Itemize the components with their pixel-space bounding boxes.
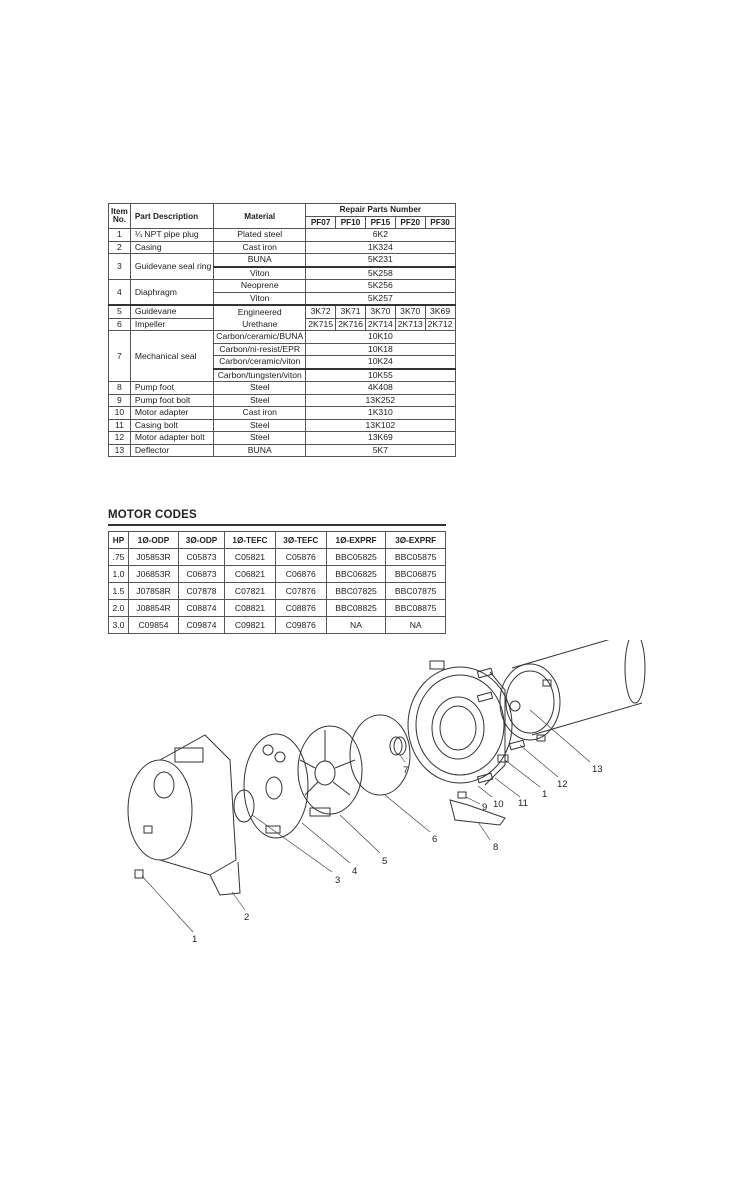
cell: BBC07875 bbox=[386, 583, 446, 600]
material: Urethane bbox=[214, 318, 306, 331]
callout-4: 4 bbox=[352, 866, 358, 877]
motor-adapter-drawing bbox=[408, 661, 512, 785]
callout-12: 12 bbox=[557, 779, 568, 790]
material: Viton bbox=[214, 267, 306, 280]
motor-drawing bbox=[500, 640, 645, 741]
cell: C07878 bbox=[179, 583, 225, 600]
motor-codes-title: MOTOR CODES bbox=[108, 509, 197, 521]
callout-6: 6 bbox=[432, 834, 438, 845]
part-description: Pump foot bolt bbox=[130, 394, 213, 407]
material: Steel bbox=[214, 432, 306, 445]
material: Steel bbox=[214, 394, 306, 407]
part-number: 2K715 bbox=[306, 318, 336, 331]
cell: BBC05825 bbox=[326, 549, 386, 566]
callout-2: 2 bbox=[244, 912, 250, 923]
cell: C08876 bbox=[275, 600, 326, 617]
header-item-no: Item No. bbox=[109, 204, 131, 229]
part-number: 2K713 bbox=[395, 318, 425, 331]
callout-3: 3 bbox=[335, 875, 341, 886]
material: Carbon/ceramic/viton bbox=[214, 356, 306, 369]
part-description: Diaphragm bbox=[130, 280, 213, 306]
part-description: Deflector bbox=[130, 444, 213, 457]
header-cell: 3Ø-ODP bbox=[179, 532, 225, 549]
callout-7: 7 bbox=[403, 765, 409, 776]
part-number: 10K24 bbox=[306, 356, 455, 369]
material: Carbon/tungsten/viton bbox=[214, 369, 306, 382]
table-row bbox=[109, 305, 456, 318]
part-description: Motor adapter bbox=[130, 407, 213, 420]
part-number: 1K310 bbox=[306, 407, 455, 420]
cell: BBC05875 bbox=[386, 549, 446, 566]
header-repair-parts-number: Repair Parts Number bbox=[306, 204, 455, 217]
table-row bbox=[109, 331, 456, 344]
item-no: 13 bbox=[109, 444, 131, 457]
table-row bbox=[109, 419, 456, 432]
part-number: 10K10 bbox=[306, 331, 455, 344]
material: Neoprene bbox=[214, 280, 306, 293]
cell: BBC06875 bbox=[386, 566, 446, 583]
table-row bbox=[109, 280, 456, 293]
material: Cast iron bbox=[214, 241, 306, 254]
part-number: 3K72 bbox=[306, 305, 336, 318]
table-row bbox=[109, 229, 456, 242]
callout-11: 11 bbox=[518, 798, 528, 809]
part-description: Pump foot bbox=[130, 382, 213, 395]
table-row bbox=[109, 583, 446, 600]
table-row bbox=[109, 566, 446, 583]
table-row bbox=[109, 382, 456, 395]
part-description: Casing bolt bbox=[130, 419, 213, 432]
part-number: 13K102 bbox=[306, 419, 455, 432]
part-number: 13K69 bbox=[306, 432, 455, 445]
item-no: 12 bbox=[109, 432, 131, 445]
cell: J05853R bbox=[128, 549, 178, 566]
divider bbox=[108, 524, 446, 526]
header-cell: HP bbox=[109, 532, 129, 549]
part-number: 10K55 bbox=[306, 369, 455, 382]
cell: BBC06825 bbox=[326, 566, 386, 583]
table-row bbox=[109, 549, 446, 566]
material: Viton bbox=[214, 292, 306, 305]
item-no: 5 bbox=[109, 305, 131, 318]
part-number: 5K256 bbox=[306, 280, 455, 293]
material: Plated steel bbox=[214, 229, 306, 242]
header-model: PF07 bbox=[306, 216, 336, 229]
cell: C06821 bbox=[225, 566, 276, 583]
header-part-description: Part Description bbox=[130, 204, 213, 229]
cell: 1.0 bbox=[109, 566, 129, 583]
header-model: PF30 bbox=[425, 216, 455, 229]
diaphragm-drawing bbox=[244, 734, 308, 838]
part-description: ¼ NPT pipe plug bbox=[130, 229, 213, 242]
material: Cast iron bbox=[214, 407, 306, 420]
callout-13: 13 bbox=[592, 764, 603, 775]
part-number: 5K231 bbox=[306, 254, 455, 267]
cell: C05873 bbox=[179, 549, 225, 566]
motor-codes-table bbox=[108, 531, 446, 634]
material: Carbon/ceramic/BUNA bbox=[214, 331, 306, 344]
header-material: Material bbox=[214, 204, 306, 229]
cell: C09876 bbox=[275, 617, 326, 634]
item-no: 1 bbox=[109, 229, 131, 242]
header-cell: 1Ø-TEFC bbox=[225, 532, 276, 549]
cell: C06873 bbox=[179, 566, 225, 583]
cell: C08821 bbox=[225, 600, 276, 617]
table-row bbox=[109, 254, 456, 267]
table-row bbox=[109, 241, 456, 254]
repair-parts-table bbox=[108, 203, 456, 457]
part-number: 3K71 bbox=[336, 305, 366, 318]
cell: C05876 bbox=[275, 549, 326, 566]
callout-5: 5 bbox=[382, 856, 388, 867]
table-row bbox=[109, 407, 456, 420]
part-number: 10K18 bbox=[306, 343, 455, 356]
cell: 3.0 bbox=[109, 617, 129, 634]
part-description: Motor adapter bolt bbox=[130, 432, 213, 445]
material: Engineered bbox=[214, 305, 306, 318]
part-description: Guidevane bbox=[130, 305, 213, 318]
part-description: Mechanical seal bbox=[130, 331, 213, 382]
item-no: 4 bbox=[109, 280, 131, 306]
callout-1: 1 bbox=[192, 934, 198, 945]
table-row bbox=[109, 318, 456, 331]
cell: C07876 bbox=[275, 583, 326, 600]
cell: C06876 bbox=[275, 566, 326, 583]
material: Steel bbox=[214, 419, 306, 432]
part-number: 5K258 bbox=[306, 267, 455, 280]
table-row bbox=[109, 432, 456, 445]
cell: C09854 bbox=[128, 617, 178, 634]
item-no: 3 bbox=[109, 254, 131, 280]
item-no: 9 bbox=[109, 394, 131, 407]
cell: C09874 bbox=[179, 617, 225, 634]
table-row bbox=[109, 394, 456, 407]
callout-8: 8 bbox=[493, 842, 499, 853]
part-number: 5K7 bbox=[306, 444, 455, 457]
header-cell: 1Ø-EXPRF bbox=[326, 532, 386, 549]
part-description: Casing bbox=[130, 241, 213, 254]
part-number: 6K2 bbox=[306, 229, 455, 242]
cell: C07821 bbox=[225, 583, 276, 600]
cell: C09821 bbox=[225, 617, 276, 634]
pump-exploded-diagram bbox=[120, 640, 650, 960]
part-number: 5K257 bbox=[306, 292, 455, 305]
table-row bbox=[109, 444, 456, 457]
cell: 2.0 bbox=[109, 600, 129, 617]
callout-10: 10 bbox=[493, 799, 504, 810]
cell: C08874 bbox=[179, 600, 225, 617]
item-no: 8 bbox=[109, 382, 131, 395]
pipe-plug-drawing bbox=[144, 826, 152, 833]
part-number: 2K714 bbox=[365, 318, 395, 331]
item-no: 11 bbox=[109, 419, 131, 432]
table-header-row bbox=[109, 532, 446, 549]
header-cell: 1Ø-ODP bbox=[128, 532, 178, 549]
cell: 1.5 bbox=[109, 583, 129, 600]
header-model: PF20 bbox=[395, 216, 425, 229]
part-number: 4K408 bbox=[306, 382, 455, 395]
part-number: 13K252 bbox=[306, 394, 455, 407]
cell: BBC08825 bbox=[326, 600, 386, 617]
cell: J07858R bbox=[128, 583, 178, 600]
cell: .75 bbox=[109, 549, 129, 566]
item-no: 6 bbox=[109, 318, 131, 331]
material: BUNA bbox=[214, 254, 306, 267]
part-number: 1K324 bbox=[306, 241, 455, 254]
callout-1b: 1 bbox=[542, 789, 548, 800]
casing-drawing bbox=[128, 735, 240, 895]
material: BUNA bbox=[214, 444, 306, 457]
material: Steel bbox=[214, 382, 306, 395]
part-number: 2K716 bbox=[336, 318, 366, 331]
cell: BBC08875 bbox=[386, 600, 446, 617]
part-number: 3K70 bbox=[365, 305, 395, 318]
part-number: 3K70 bbox=[395, 305, 425, 318]
callout-9: 9 bbox=[482, 802, 488, 813]
cell: NA bbox=[326, 617, 386, 634]
cell: BBC07825 bbox=[326, 583, 386, 600]
part-number: 3K69 bbox=[425, 305, 455, 318]
cell: NA bbox=[386, 617, 446, 634]
cell: J06853R bbox=[128, 566, 178, 583]
header-cell: 3Ø-EXPRF bbox=[386, 532, 446, 549]
item-no: 10 bbox=[109, 407, 131, 420]
header-cell: 3Ø-TEFC bbox=[275, 532, 326, 549]
table-row bbox=[109, 617, 446, 634]
item-no: 2 bbox=[109, 241, 131, 254]
part-description: Guidevane seal ring bbox=[130, 254, 213, 280]
item-no: 7 bbox=[109, 331, 131, 382]
cell: J08854R bbox=[128, 600, 178, 617]
part-description: Impeller bbox=[130, 318, 213, 331]
material: Carbon/ni-resist/EPR bbox=[214, 343, 306, 356]
table-row bbox=[109, 600, 446, 617]
header-model: PF10 bbox=[336, 216, 366, 229]
part-number: 2K712 bbox=[425, 318, 455, 331]
cell: C05821 bbox=[225, 549, 276, 566]
header-model: PF15 bbox=[365, 216, 395, 229]
